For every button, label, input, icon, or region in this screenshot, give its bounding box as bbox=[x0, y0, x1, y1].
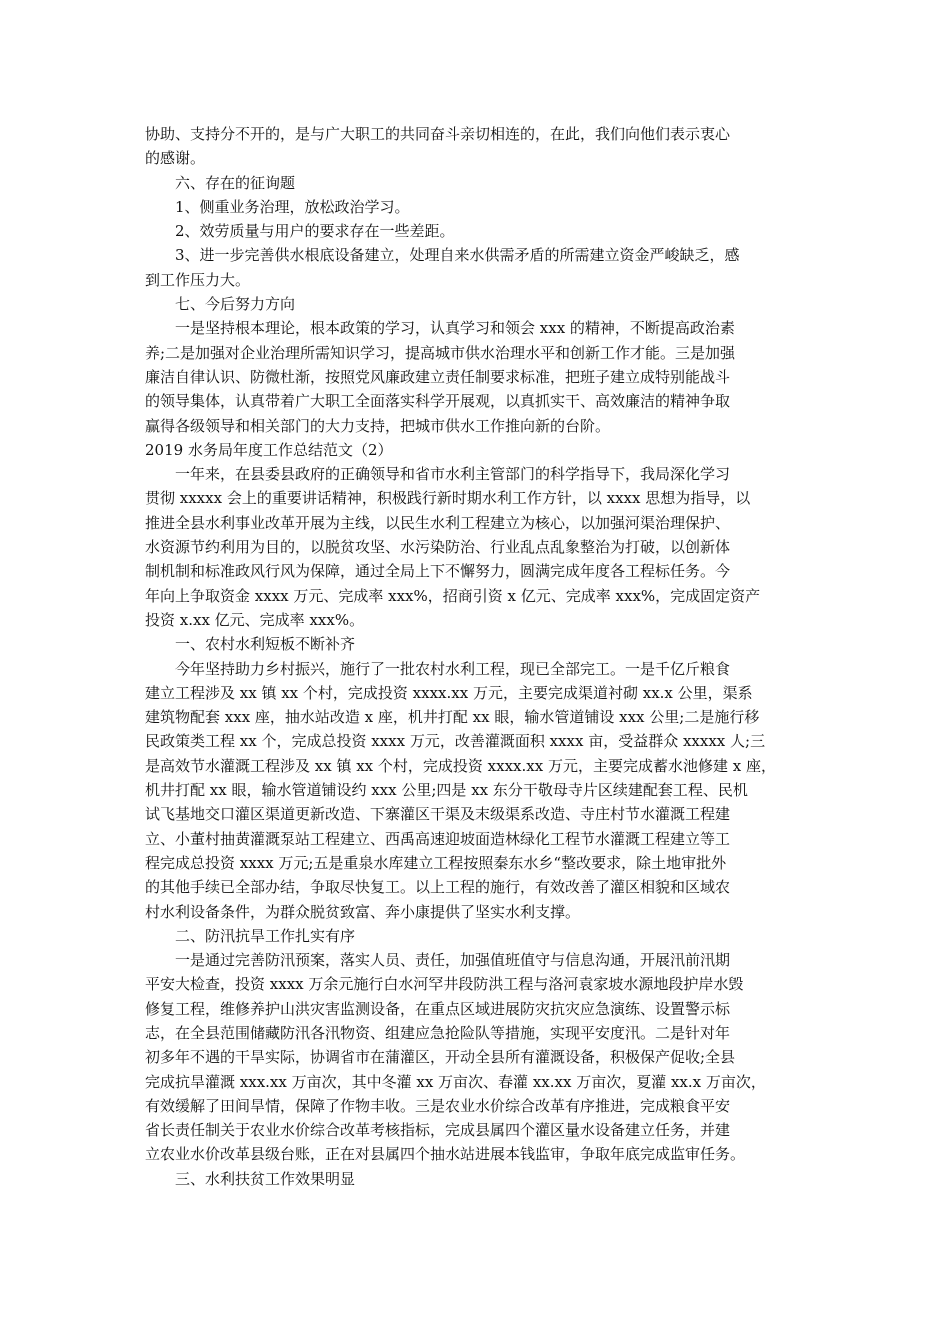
text-line: 推进全县水利事业改革开展为主线，以民生水利工程建立为核心，以加强河渠治理保护、 bbox=[145, 513, 731, 532]
text-line: 一、农村水利短板不断补齐 bbox=[175, 635, 356, 654]
text-line: 六、存在的征询题 bbox=[175, 173, 296, 192]
text-line: 二、防汛抗旱工作扎实有序 bbox=[175, 926, 356, 945]
text-line: 3、进一步完善供水根底设备建立，处理自来水供需矛盾的所需建立资金严峻缺乏，感 bbox=[175, 246, 740, 265]
text-line: 今年坚持助力乡村振兴，施行了一批农村水利工程，现已全部完工。一是千亿斤粮食 bbox=[175, 659, 731, 678]
text-line: 赢得各级领导和相关部门的大力支持，把城市供水工作推向新的台阶。 bbox=[145, 416, 611, 435]
text-line: 省长责任制关于农业水价综合改革考核指标，完成县属四个灌区量水设备建立任务，并建 bbox=[145, 1121, 731, 1140]
text-line: 修复工程，维修养护山洪灾害监测设备，在重点区域进展防灾抗灾应急演练、设置警示标 bbox=[145, 999, 731, 1018]
text-line: 立、小董村抽黄灌溉泵站工程建立、西禹高速迎坡面造林绿化工程节水灌溉工程建立等工 bbox=[145, 829, 731, 848]
text-line: 建立工程涉及 xx 镇 xx 个村，完成投资 xxxx.xx 万元，主要完成渠道衬砌 xx.x 公里，渠系 bbox=[145, 683, 753, 702]
text-line: 是高效节水灌溉工程涉及 xx 镇 xx 个村，完成投资 xxxx.xx 万元，主要完成蓄水池修建 x 座， bbox=[145, 756, 776, 775]
text-line: 的感谢。 bbox=[145, 149, 206, 168]
text-line: 七、今后努力方向 bbox=[175, 295, 296, 314]
text-line: 年向上争取资金 xxxx 万元、完成率 xxx%，招商引资 x 亿元、完成率 xxx%，完成固定资产 bbox=[145, 586, 761, 605]
text-line: 到工作压力大。 bbox=[145, 270, 251, 289]
text-line: 水资源节约利用为目的，以脱贫攻坚、水污染防治、行业乱点乱象整治为打破，以创新体 bbox=[145, 538, 731, 557]
text-line: 投资 x.xx 亿元、完成率 xxx%。 bbox=[145, 610, 365, 629]
text-line: 三、水利扶贫工作效果明显 bbox=[175, 1169, 356, 1188]
text-line: 一是坚持根本理论，根本政策的学习，认真学习和领会 xxx 的精神，不断提高政治素 bbox=[175, 319, 735, 338]
text-line: 平安大检查，投资 xxxx 万余元施行白水河罕井段防洪工程与洛河袁家坡水源地段护岸水毁 bbox=[145, 975, 744, 994]
text-line: 一年来，在县委县政府的正确领导和省市水利主管部门的科学指导下，我局深化学习 bbox=[175, 465, 731, 484]
text-line: 贯彻 xxxxx 会上的重要讲话精神，积极践行新时期水利工作方针，以 xxxx 思想为指导，以 bbox=[145, 489, 751, 508]
text-line: 立农业水价改革县级台账，正在对县属四个抽水站进展本钱监审，争取年底完成监审任务。 bbox=[145, 1145, 746, 1164]
text-line: 2019 水务局年度工作总结范文（2） bbox=[145, 440, 393, 459]
text-line: 一是通过完善防汛预案，落实人员、责任，加强值班值守与信息沟通，开展汛前汛期 bbox=[175, 951, 731, 970]
text-line: 1、侧重业务治理，放松政治学习。 bbox=[175, 197, 410, 216]
text-line: 村水利设备条件，为群众脱贫致富、奔小康提供了坚实水利支撑。 bbox=[145, 902, 581, 921]
text-line: 机井打配 xx 眼，输水管道铺设约 xxx 公里;四是 xx 东分干敬母寺片区续建配套工程、民机 bbox=[145, 781, 748, 800]
text-line: 试飞基地交口灌区渠道更新改造、下寨灌区干渠及末级渠系改造、寺庄村节水灌溉工程建 bbox=[145, 805, 731, 824]
text-line: 建筑物配套 xxx 座，抽水站改造 x 座，机井打配 xx 眼，输水管道铺设 xxx 公里;二是施行移 bbox=[145, 708, 760, 727]
text-line: 协助、支持分不开的，是与广大职工的共同奋斗亲切相连的，在此，我们向他们表示衷心 bbox=[145, 125, 731, 143]
text-line: 廉洁自律认识、防微杜渐，按照党风廉政建立责任制要求标准，把班子建立成特别能战斗 bbox=[145, 367, 731, 386]
text-line: 完成抗旱灌溉 xxx.xx 万亩次，其中冬灌 xx 万亩次、春灌 xx.xx 万亩次，夏灌 xx.x 万亩次， bbox=[145, 1072, 766, 1091]
text-line: 2、效劳质量与用户的要求存在一些差距。 bbox=[175, 222, 455, 241]
text-line: 志，在全县范围储藏防汛各汛物资、组建应急抢险队等措施，实现平安度汛。二是针对年 bbox=[145, 1023, 731, 1042]
text-line: 的领导集体，认真带着广大职工全面落实科学开展观，以真抓实干、高效廉洁的精神争取 bbox=[145, 392, 731, 411]
text-line: 养;二是加强对企业治理所需知识学习，提高城市供水治理水平和创新工作才能。三是加强 bbox=[145, 343, 736, 362]
text-line: 的其他手续已全部办结，争取尽快复工。以上工程的施行，有效改善了灌区相貌和区域农 bbox=[145, 878, 731, 897]
document-page bbox=[145, 122, 810, 1191]
text-line: 初多年不遇的干旱实际，协调省市在蒲灌区，开动全县所有灌溉设备，积极保产促收;全县 bbox=[145, 1048, 736, 1067]
text-line: 制机制和标准政风行风为保障，通过全局上下不懈努力，圆满完成年度各工程标任务。今 bbox=[145, 562, 731, 581]
text-line: 民政策类工程 xx 个，完成总投资 xxxx 万元，改善灌溉面积 xxxx 亩，受益群众 xxxxx 人;三 bbox=[145, 732, 766, 751]
text-line: 程完成总投资 xxxx 万元;五是重泉水库建立工程按照秦东水乡“整改要求，除土地审批外 bbox=[145, 853, 727, 872]
text-line: 有效缓解了田间旱情，保障了作物丰收。三是农业水价综合改革有序推进，完成粮食平安 bbox=[145, 1096, 731, 1115]
